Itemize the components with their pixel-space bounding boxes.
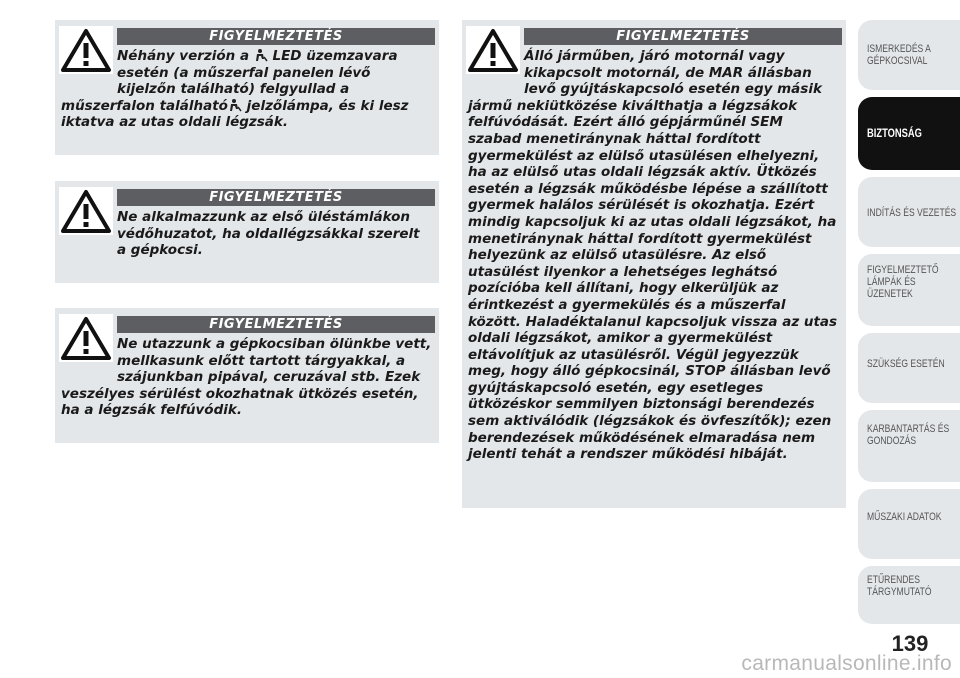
warning-box-airbag-led bbox=[55, 20, 439, 155]
warning-text: Ne alkalmazzunk az első üléstámlákon védőhuzatot, ha oldallégzsákkal szerelt a gépkocsi. bbox=[117, 209, 420, 259]
warning-box-seat-cover bbox=[55, 181, 439, 283]
warning-header: FIGYELMEZTETÉS bbox=[117, 28, 435, 45]
warning-header: FIGYELMEZTETÉS bbox=[117, 316, 435, 333]
warning-text: Álló járműben, járó motornál vagy kikapcsolt motornál, de MAR állásban levő gyújtáskapcsoló esetén egy másik jármű nekiütközése kiválthatja a légzsákok felfúvódását. Ezért álló gépjárműnél SEM szabad menetiránynak háttal fordított gyermekülést az elülső utasülésen elhelyezni, ha az elülső utas oldali légzsák aktív. Ütközés esetén a légzsák működésbe lépése a szállított gyermek halálos sérülését is okozhatja. Ezért mindig kapcsoljuk ki az utas oldali légzsákot, ha menetiránynak háttal fordított gyermekülést helyezünk az elülső utasülésre. Az első utasülést ilyenkor a lehetséges leghátsó pozícióba kell állítani, hogy elkerüljük az érintkezést a gyermekülés és a műszerfal között. Haladéktalanul kapcsoljuk vissza az utas oldali légzsákot, amikor a gyermekülést eltávolítjuk az utasülésről. Végül jegyezzük meg, hogy álló gépkocsinál, STOP állásban levő gyújtáskapcsoló esetén, egy esetleges ütközéskor semmilyen biztonsági berendezés sem aktiválódik (légzsákok és övfeszítők); ezen berendezések működésének elmaradása nem jelenti tehát a rendszer működési hibáját. bbox=[468, 48, 838, 463]
tab-inditas[interactable] bbox=[858, 177, 960, 247]
tab-label: MŰSZAKI ADATOK bbox=[867, 511, 942, 523]
tab-ismerkedes[interactable] bbox=[858, 20, 960, 90]
tab-szukseg[interactable] bbox=[858, 333, 960, 403]
tab-label: ISMERKEDÉS A GÉPKOCSIVAL bbox=[867, 43, 931, 67]
warning-header: FIGYELMEZTETÉS bbox=[117, 189, 435, 206]
tab-label: BIZTONSÁG bbox=[867, 126, 922, 140]
tab-label: SZÜKSÉG ESETÉN bbox=[867, 358, 945, 370]
tab-figyelmezteto[interactable] bbox=[858, 254, 960, 326]
warning-box-objects bbox=[55, 308, 439, 443]
warning-text: Ne utazzunk a gépkocsiban ölünkbe vett, mellkasunk előtt tartott tárgyakkal, a szájunkban pipával, ceruzával stb. Ezek veszélyes sérülést okozhatnak ütközés esetén, ha a légzsák felfúvódik. bbox=[61, 336, 432, 419]
watermark: carmanualsonline.info bbox=[741, 652, 952, 675]
tab-label: FIGYELMEZTETŐ LÁMPÁK ÉS ÜZENETEK bbox=[867, 264, 939, 300]
page-number: 139 bbox=[891, 631, 929, 656]
tab-karbantartas[interactable] bbox=[858, 410, 960, 482]
airbag-off-icon bbox=[254, 48, 268, 62]
tab-label: INDÍTÁS ÉS VEZETÉS bbox=[867, 207, 957, 219]
warning-box-parked-vehicle bbox=[462, 20, 846, 508]
warning-header: FIGYELMEZTETÉS bbox=[524, 28, 842, 45]
tab-label: ETŰRENDES TÁRGYMUTATÓ bbox=[867, 574, 932, 598]
tab-label: KARBANTARTÁS ÉS GONDOZÁS bbox=[867, 423, 950, 447]
tab-muszaki[interactable] bbox=[858, 489, 960, 559]
tab-biztonsag[interactable] bbox=[858, 97, 960, 170]
tab-targymutato[interactable] bbox=[858, 566, 960, 624]
airbag-off-icon bbox=[228, 98, 242, 112]
warning-text: Néhány verzión a LED üzemzavara esetén (a műszerfal panelen lévő kijelzőn található) felgyullad a műszerfalon található jelzőlámpa, és ki lesz iktatva az utas oldali légzsák. bbox=[61, 48, 409, 131]
